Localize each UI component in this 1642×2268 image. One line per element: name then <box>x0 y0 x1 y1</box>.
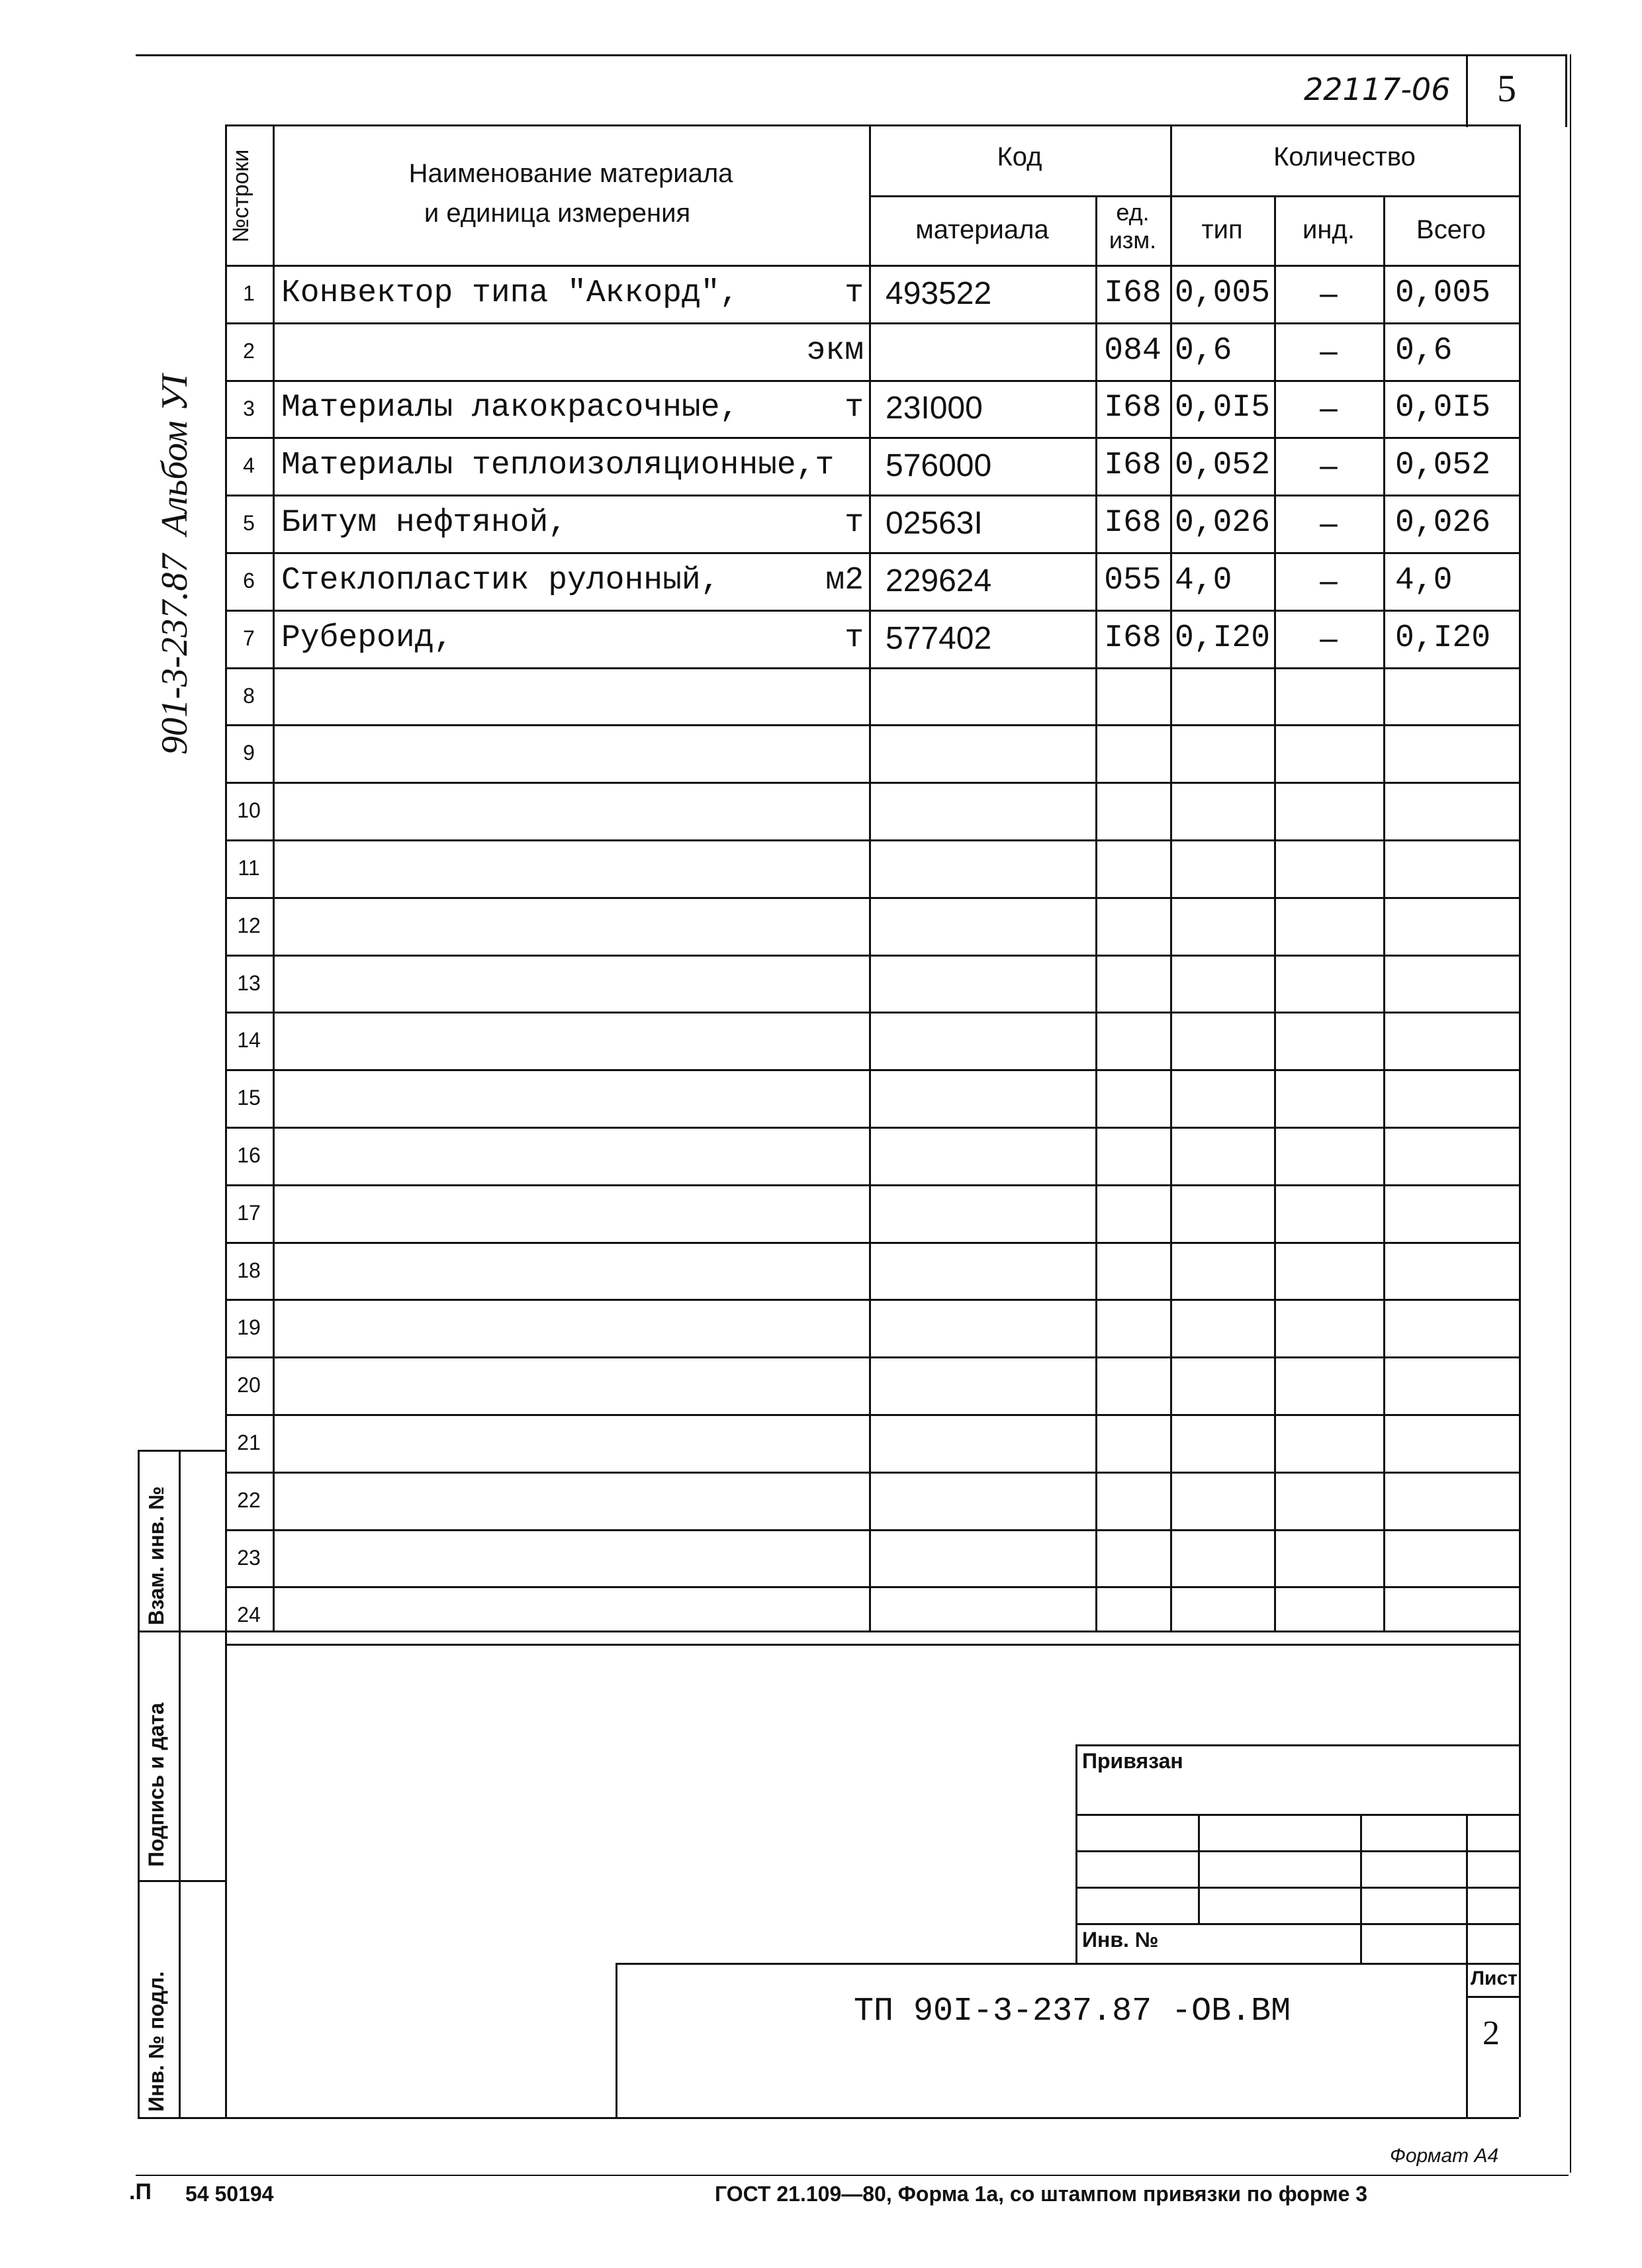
footer-left-code: .П <box>129 2179 152 2204</box>
qty-total: 0,0I5 <box>1395 390 1491 426</box>
unit-label: т <box>844 505 864 541</box>
side-title-number: 901-3-237.87 <box>154 553 195 755</box>
unit-code: I68 <box>1104 505 1162 541</box>
material-code: 23I000 <box>886 391 983 426</box>
row-number: 1 <box>243 281 255 305</box>
side-title <box>154 374 196 755</box>
doc-number: 22117-06 <box>1304 71 1451 107</box>
row-number: 14 <box>237 1028 261 1053</box>
row-number: 13 <box>237 970 261 995</box>
header-name-line2: и единица измерения <box>424 199 691 228</box>
header-quantity: Количество <box>1273 142 1416 171</box>
qty-tip: 4,0 <box>1175 562 1232 598</box>
material-name: Рубероид, <box>281 620 453 656</box>
row-number: 5 <box>243 511 255 536</box>
row-number: 6 <box>243 569 255 592</box>
row-number: 19 <box>237 1315 261 1340</box>
row-number: 7 <box>243 626 255 650</box>
header-ind: инд. <box>1302 215 1355 244</box>
header-unit-line1: ед. <box>1116 199 1150 226</box>
row-number: 4 <box>243 453 255 478</box>
qty-ind: – <box>1320 391 1338 426</box>
row-number: 15 <box>237 1086 261 1110</box>
qty-tip: 0,026 <box>1175 505 1271 541</box>
qty-total: 0,052 <box>1395 448 1491 484</box>
qty-ind: – <box>1320 275 1338 311</box>
qty-tip: 0,052 <box>1175 448 1271 484</box>
row-number: 24 <box>237 1603 261 1627</box>
row-number: 3 <box>243 396 255 420</box>
row-number: 9 <box>243 741 255 765</box>
material-name: Битум нефтяной, <box>281 505 568 541</box>
unit-code: I68 <box>1104 448 1162 484</box>
unit-code: I68 <box>1104 390 1162 426</box>
row-number: 17 <box>237 1200 261 1225</box>
qty-total: 0,026 <box>1395 505 1491 541</box>
qty-ind: – <box>1320 506 1338 541</box>
material-code: 02563I <box>886 506 983 541</box>
qty-tip: 0,6 <box>1175 332 1232 369</box>
header-material: материала <box>915 215 1049 244</box>
stamp-inv-podl: Инв. № подл. <box>144 1971 168 2112</box>
header-total: Всего <box>1416 215 1486 244</box>
qty-total: 0,005 <box>1395 275 1491 311</box>
stamp-inv-no: Инв. № <box>1082 1928 1159 1952</box>
qty-tip: 0,005 <box>1175 275 1271 311</box>
row-number: 12 <box>237 913 261 937</box>
qty-ind: – <box>1320 448 1338 484</box>
row-number: 21 <box>237 1431 261 1454</box>
stamp-list-label: Лист <box>1471 1967 1518 1989</box>
unit-code: 055 <box>1104 562 1162 598</box>
row-number: 16 <box>237 1143 261 1167</box>
row-number: 10 <box>237 798 261 823</box>
unit-code: I68 <box>1104 620 1162 656</box>
qty-tip: 0,I20 <box>1175 620 1271 656</box>
material-code: 577402 <box>886 620 992 656</box>
header-tip: тип <box>1201 215 1243 244</box>
qty-ind: – <box>1320 333 1338 369</box>
header-code: Код <box>997 142 1042 171</box>
stamp-signature-date: Подпись и дата <box>144 1703 168 1867</box>
unit-code: I68 <box>1104 275 1162 311</box>
qty-total: 4,0 <box>1395 562 1453 598</box>
material-name: Материалы теплоизоляционные,т <box>281 448 835 484</box>
row-number: 11 <box>238 856 260 880</box>
material-code: 229624 <box>886 563 992 598</box>
unit-label: экм <box>806 332 864 369</box>
material-code: 576000 <box>886 448 992 484</box>
material-name: Материалы лакокрасочные, <box>281 390 739 426</box>
page-number: 5 <box>1497 67 1516 110</box>
header-row-number: №строки <box>228 149 253 243</box>
material-code: 493522 <box>886 275 992 311</box>
qty-tip: 0,0I5 <box>1175 390 1271 426</box>
row-number: 20 <box>237 1373 261 1397</box>
row-number: 22 <box>237 1488 261 1512</box>
qty-total: 0,6 <box>1395 332 1453 369</box>
stamp-designation: ТП 90I-3-237.87 -ОВ.ВМ <box>854 1993 1291 2030</box>
stamp-privyazan: Привязан <box>1082 1749 1183 1773</box>
unit-label: т <box>844 390 864 426</box>
row-number: 23 <box>237 1545 261 1570</box>
side-title-album: Альбом УI <box>154 374 195 536</box>
unit-code: 084 <box>1104 332 1162 369</box>
stamp-list-number: 2 <box>1482 2014 1500 2052</box>
qty-ind: – <box>1320 620 1338 656</box>
stamp-vzam-inv: Взам. инв. № <box>144 1486 168 1625</box>
unit-label: т <box>844 620 864 656</box>
footer-format: Формат А4 <box>1390 2145 1499 2167</box>
footer-gost: ГОСТ 21.109—80, Форма 1а, со штампом привязки по форме 3 <box>715 2182 1368 2206</box>
material-name: Конвектор типа "Аккорд", <box>281 275 739 311</box>
qty-ind: – <box>1320 563 1338 598</box>
unit-label: м2 <box>825 562 864 598</box>
material-name: Стеклопластик рулонный, <box>281 562 720 598</box>
header-name-line1: Наименование материала <box>408 159 733 188</box>
header-unit-line2: изм. <box>1109 226 1157 254</box>
unit-label: т <box>844 275 864 311</box>
footer-left-number: 54 50194 <box>185 2182 274 2206</box>
qty-total: 0,I20 <box>1395 620 1491 656</box>
row-number: 18 <box>237 1258 261 1282</box>
row-number: 8 <box>243 683 255 708</box>
row-number: 2 <box>243 338 255 363</box>
